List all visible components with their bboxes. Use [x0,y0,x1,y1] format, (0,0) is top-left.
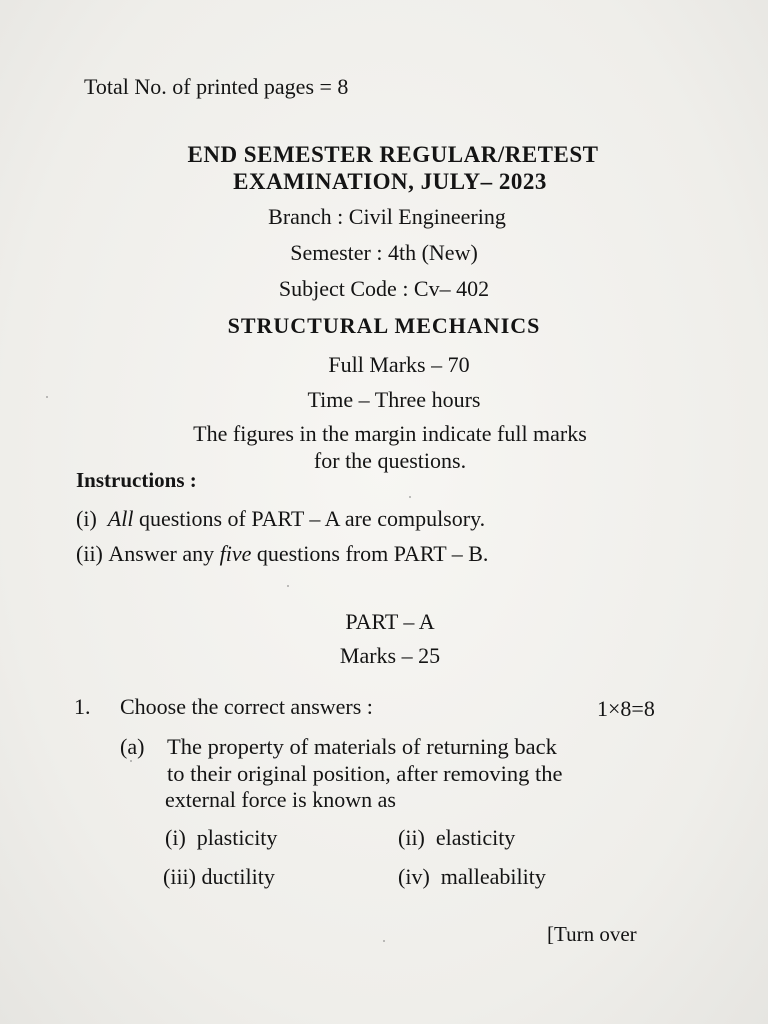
instruction-emphasis: five [219,541,252,566]
option-label: (i) [165,825,186,850]
instruction-text-pre: Answer any [108,541,215,566]
option-label: (iii) [163,864,196,889]
instruction-emphasis: All [107,506,134,531]
sub-question-line2: to their original position, after removing the [167,761,563,786]
full-marks-text: Full Marks – 70 [328,352,470,377]
margin-note-line2: for the questions. [313,448,467,473]
scan-speck [409,496,411,498]
margin-note-line1: The figures in the margin indicate full marks [193,421,587,446]
option-iii [163,866,275,888]
instructions-heading: Instructions : [76,468,197,492]
instruction-item-2 [76,543,488,565]
option-text: plasticity [196,825,278,850]
sub-question-line3: external force is known as [165,787,396,812]
option-label: (ii) [398,825,425,850]
subject-code-text: Subject Code : Cv– 402 [278,276,490,301]
question-marks: 1×8=8 [597,696,655,721]
option-text: elasticity [435,825,516,850]
option-text: ductility [201,864,275,889]
part-a-marks: Marks – 25 [339,643,441,668]
sub-question-line1: The property of materials of returning back [167,734,557,759]
exam-title-line2: EXAMINATION, JULY– 2023 [233,169,547,194]
instruction-number: (ii) [76,541,103,566]
exam-title-line1: END SEMESTER REGULAR/RETEST [187,142,599,167]
option-iv [398,866,546,888]
option-i [165,827,277,849]
turn-over-text: [Turn over [547,922,637,946]
part-a-title: PART – A [345,609,435,634]
option-ii [398,827,515,849]
total-pages-text: Total No. of printed pages = 8 [84,74,349,99]
question-number: 1. [74,694,91,719]
subject-title: STRUCTURAL MECHANICS [227,313,541,338]
scan-speck [130,760,132,762]
instruction-item-1 [76,508,485,530]
option-text: malleability [440,864,546,889]
semester-text: Semester : 4th (New) [290,240,478,265]
question-text: Choose the correct answers : [120,694,373,719]
instruction-number: (i) [76,506,97,531]
instruction-text: questions from PART – B. [256,541,489,566]
option-label: (iv) [398,864,430,889]
scan-speck [46,396,48,398]
scan-speck [287,585,289,587]
time-text: Time – Three hours [307,387,481,412]
instruction-text: questions of PART – A are compulsory. [138,506,486,531]
branch-text: Branch : Civil Engineering [268,204,506,229]
scan-speck [383,940,385,942]
sub-question-label: (a) [120,734,145,759]
